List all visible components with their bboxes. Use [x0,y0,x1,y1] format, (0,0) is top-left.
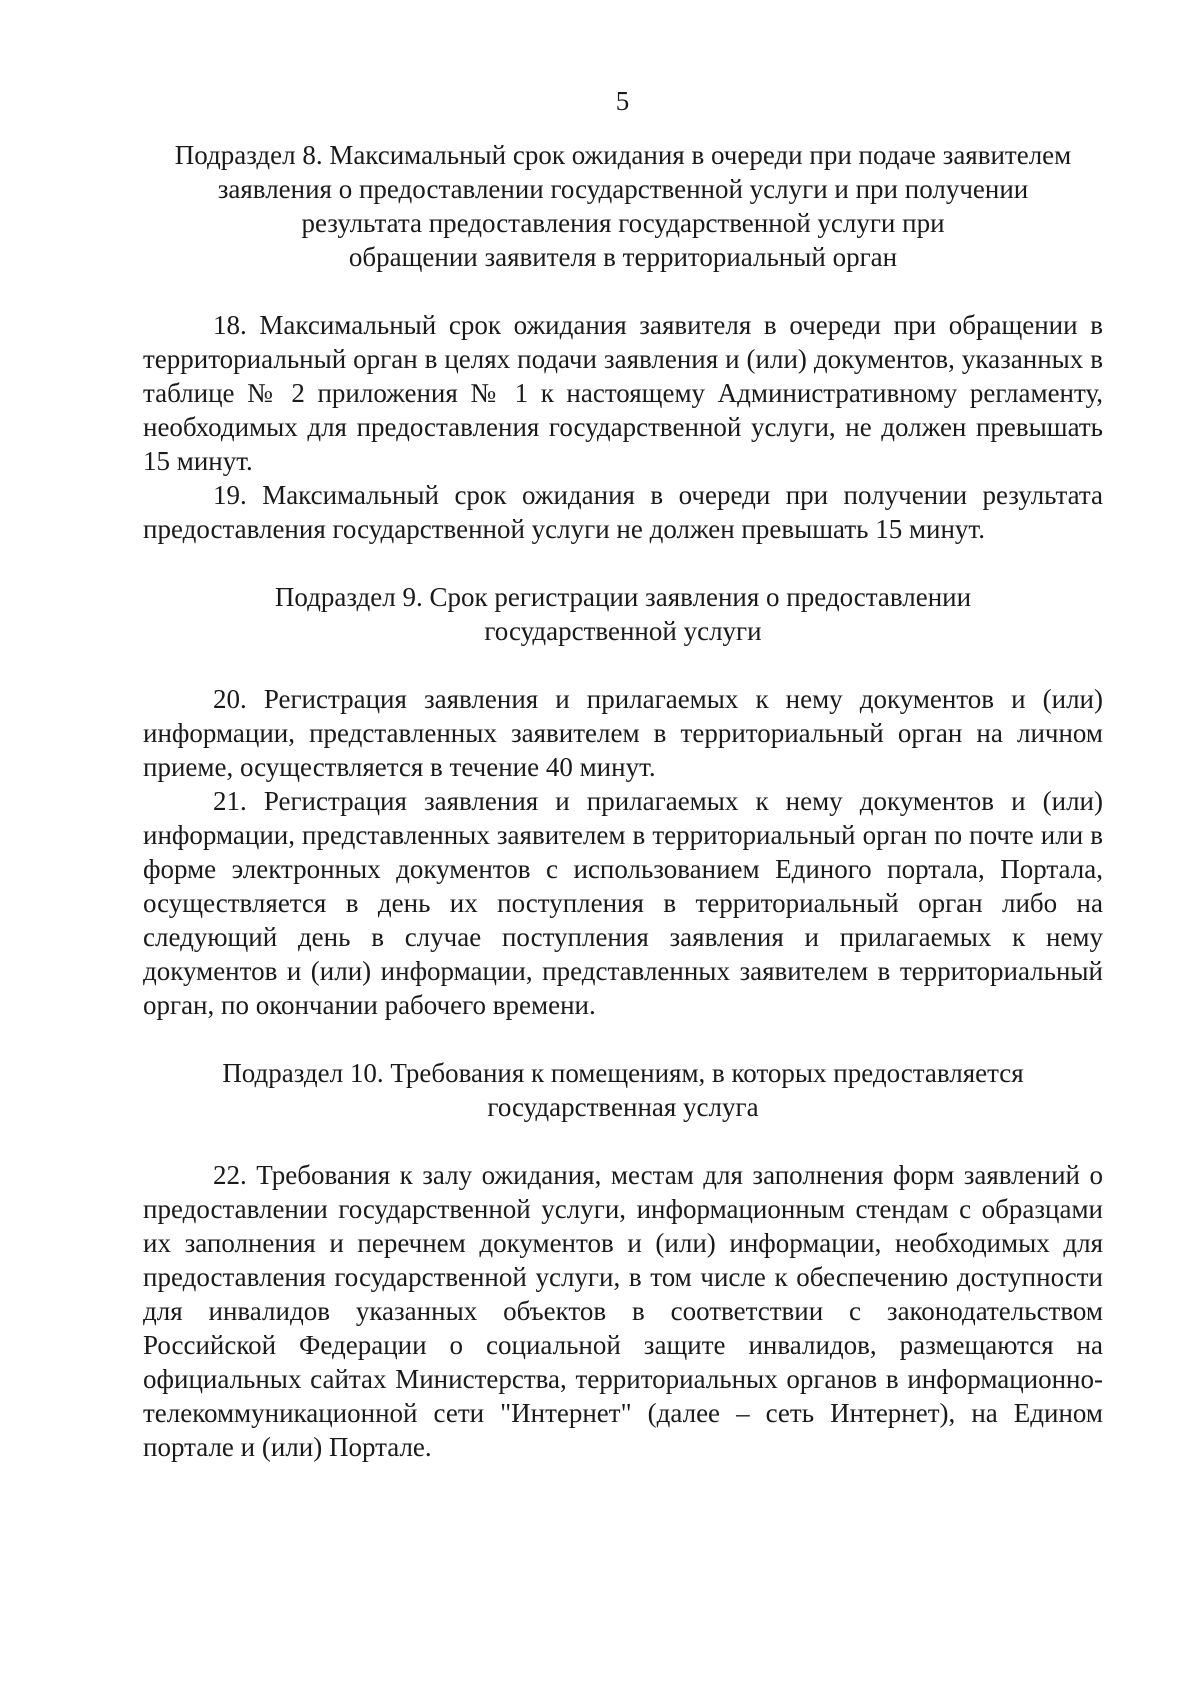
paragraph-19: 19. Максимальный срок ожидания в очереди при получении результата предоставления государственной услуги не должен превышать 15 минут. [143,480,1103,544]
heading-line: Подраздел 9. Срок регистрации заявления о предоставлении [274,582,972,612]
document-body [143,138,1103,1464]
heading-line: Подраздел 8. Максимальный срок ожидания в очереди при подаче заявителем [174,140,1072,170]
heading-line: заявления о предоставлении государственной услуги и при получении [217,174,1029,204]
section-9 [143,580,1103,1022]
section-10 [143,1056,1103,1464]
section-heading [143,138,1103,274]
paragraph-22: 22. Требования к залу ожидания, местам для заполнения форм заявлений о предоставлении государственной услуги, информационным стендам с образцами их заполнения и перечнем документов и (или) информации, необходимых для предоставления государственной услуги, в том числе к обеспечению доступности для инвалидов указанных объектов в соответствии с законодательством Российской Федерации о социальной защите инвалидов, размещаются на официальных сайтах Министерства, территориальных органов в информационно-телекоммуникационной сети "Интернет" (далее – сеть Интернет), на Едином портале и (или) Портале. [143,1160,1103,1462]
heading-line: Подраздел 10. Требования к помещениям, в которых предоставляется [222,1058,1024,1088]
heading-line: государственная услуга [487,1092,759,1122]
heading-line: результата предоставления государственной услуги при [301,208,945,238]
section-8 [143,138,1103,546]
section-heading [143,580,1103,648]
paragraph-20: 20. Регистрация заявления и прилагаемых к нему документов и (или) информации, представленных заявителем в территориальный орган на личном приеме, осуществляется в течение 40 минут. [143,684,1103,782]
heading-line: обращении заявителя в территориальный орган [348,242,898,272]
page-number: 5 [615,86,630,116]
heading-line: государственной услуги [484,616,762,646]
paragraph-18: 18. Максимальный срок ожидания заявителя в очереди при обращении в территориальный орган в целях подачи заявления и (или) документов, указанных в таблице № 2 приложения № 1 к настоящему Административному регламенту, необходимых для предоставления государственной услуги, не должен превышать 15 минут. [143,310,1103,476]
paragraph-21: 21. Регистрация заявления и прилагаемых к нему документов и (или) информации, представленных заявителем в территориальный орган по почте или в форме электронных документов с использованием Единого портала, Портала, осуществляется в день их поступления в территориальный орган либо на следующий день в случае поступления заявления и прилагаемых к нему документов и (или) информации, представленных заявителем в территориальный орган, по окончании рабочего времени. [143,786,1103,1020]
section-heading [143,1056,1103,1124]
